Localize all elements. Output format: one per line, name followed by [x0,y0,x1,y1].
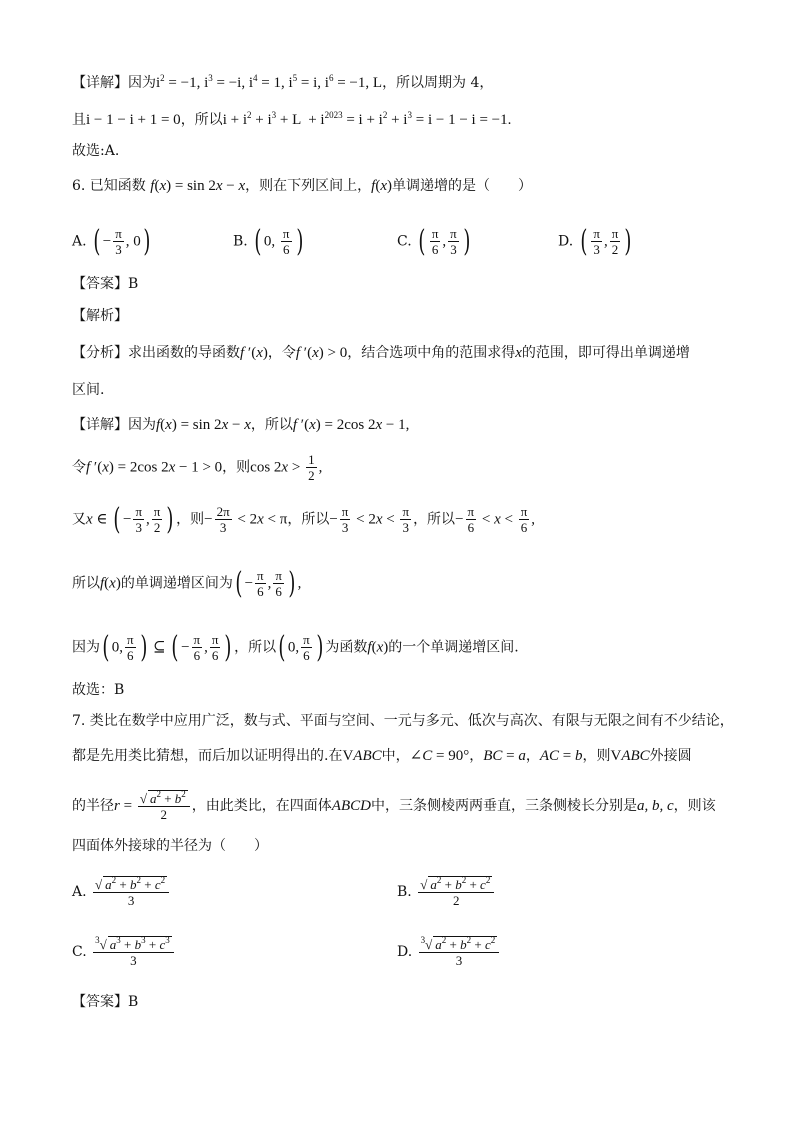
math: f ′(x) = 2cos 2x − 1, [292,417,410,433]
text: ，则该 [673,798,716,814]
text: 的范围，即可得出单调递增 [521,345,690,361]
option-label: B. [233,233,248,250]
math: f ′(x) [240,345,268,361]
text: 求出函数的导函数 [128,345,240,361]
q6-analysis-line2: 区间. [72,382,105,398]
q5-answer: 故选:A. [72,143,120,159]
q6-detail-line1 [72,415,409,435]
text: 且 [72,112,86,128]
text: 因为 [72,639,100,656]
option-label: D. [558,233,574,250]
text: ，所以 [413,511,456,528]
q6-detail-line5: 因为( 0, $\frac{\pi}{6}$ ) ⊆ ( − $\frac{\pi}{6}$ , $\frac{\pi}{6}$ ) ，所以( 0, $\frac{\pi}{6}$ ) 为函数f(x)的一个单调递增区间. [72,629,519,665]
text: 单调递增的是（ ） [391,178,532,194]
analysis-tag: 【解析】 [72,308,128,324]
text: 因为 [128,417,156,433]
q7-answer [72,992,138,1012]
text: 的单调递增区间为 [120,575,233,592]
text: ，则 [222,459,251,476]
q6-detail-line3: 又x ∈ ( − $\frac{\pi}{3}$ , $\frac{\pi}{2}$ ) ，则− $\frac{2\pi}{3}$ < 2x < π，所以− $\frac{\pi}{3}$ < 2x < $\frac{\pi}{3}$ ，所以− $\frac{\pi}{6}$ < x < $\frac{\pi}{6}$ , [72,501,536,537]
math: x ∈ [86,511,112,528]
option-label: A. [72,233,87,250]
option-label: C. [72,944,87,960]
q7-line2: 都是先用类比猜想，而后加以证明得出的.在VABC中，∠C = 90°，BC = a，AC = b，则VABC外接圆 [72,748,692,764]
text: 中， [381,748,410,764]
text: 外接圆 [649,748,692,764]
option-label: D. [397,944,413,960]
text: ，所以 [234,639,277,656]
q7-option-b[interactable]: B. $\frac{√ a^2 + b^2 + c^2}{2}$ [397,876,496,908]
answer-value: B [128,994,139,1010]
q6-answer [72,274,138,294]
q6-stem [72,176,532,196]
option-label: C. [397,233,412,250]
text: ，所以周期为 4， [382,75,494,91]
q6-option-b[interactable]: B. ( 0, $\frac{\pi}{6}$ ) [233,223,303,259]
q7-line3: 的半径r = $\frac{√ a^2 + b^2}{2}$ ，由此类比，在四面体ABCD中，三条侧棱两两垂直，三条侧棱长分别是a, b, c，则该 [72,789,716,822]
text: ， [469,748,484,764]
math: f ′(x) = 2cos 2x − 1 > 0 [86,459,223,476]
q5-detail-line1 [72,73,493,93]
text: 的一个单调递增区间. [388,639,519,656]
text: 为函数 [325,639,368,656]
option-label: B. [397,884,412,900]
math: f ′(x) > 0 [295,345,348,361]
math-sum: $i + i^2 + i^3 + L + i^{2023} = i + i^2 + i^3 = i - 1 - i = -1$. [222,110,512,128]
math: cos 2x > [250,459,305,476]
q6-detail-line4: 所以f(x)的单调递增区间为( − $\frac{\pi}{6}$ , $\frac{\pi}{6}$ ) , [72,565,302,601]
text: 又 [72,511,86,528]
q7-option-a[interactable]: A. $\frac{√ a^2 + b^2 + c^2}{3}$ [72,876,171,908]
q6-detail-line2: 令f ′(x) = 2cos 2x − 1 > 0，则cos 2x > $\frac{1}{2}$ , [72,452,323,483]
text: 令 [72,459,86,476]
text: 中，三条侧棱两两垂直，三条侧棱长分别是 [370,798,637,814]
text: ，令 [267,345,296,361]
text: ，所以 [180,112,223,128]
q6-analysis-tag [72,306,128,326]
text: 都是先用类比猜想，而后加以证明得出的.在 [72,748,343,764]
text: 6. 已知函数 [72,178,146,194]
detail-tag: 【详解】 [72,417,128,433]
q6-final: 故选：B [72,682,125,698]
answer-tag: 【答案】 [72,276,128,292]
answer-value: B [128,276,139,292]
text: 所以 [72,575,100,592]
math: f(x) = sin 2x − x [150,178,246,194]
q5-detail-line2 [72,110,511,130]
text: ，结合选项中角的范围求得 [347,345,516,361]
text: ，则在下列区间上， [245,178,372,194]
math-powers: $i^2 = -1$, $i^3 = -i$, $i^4 = 1$, $i^5 = i$, $i^6 = -1$, L [156,73,383,91]
text: 的半径 [72,798,114,814]
q7-line1: 7. 类比在数学中应用广泛，数与式、平面与空间、一元与多元、低次与高次、有限与无限之间有不少结论， [72,713,734,729]
option-label: A. [72,884,87,900]
math: i − 1 − i + 1 = 0 [86,112,181,128]
text: ，所以 [250,417,293,433]
text: ，由此类比，在四面体 [191,798,332,814]
q7-option-d[interactable]: D. $\frac{^3√ a^2 + b^2 + c^2}{3}$ [397,936,501,968]
q6-analysis-line1: 【分析】求出函数的导函数f ′(x)，令f ′(x) > 0，结合选项中角的范围求得x的范围，即可得出单调递增 [72,345,690,361]
q7-option-c[interactable]: C. $\frac{^3√ a^3 + b^3 + c^3}{3}$ [72,936,176,968]
q7-line4: 四面体外接球的半径为（ ） [72,838,268,854]
q6-option-d[interactable]: D. ( $\frac{\pi}{3}$ , $\frac{\pi}{2}$ ) [558,223,632,259]
q6-option-c[interactable]: C. ( $\frac{\pi}{6}$ , $\frac{\pi}{3}$ ) [397,223,471,259]
math: f(x) = sin 2x − x [156,417,251,433]
math: f(x) [371,178,392,194]
text: 因为 [128,75,156,91]
text: ，所以 [287,511,330,528]
detail-tag: 【详解】 [72,75,128,91]
text: ，则 [176,511,205,528]
text: ，则 [582,748,611,764]
answer-tag: 【答案】 [72,994,128,1010]
q6-option-a[interactable]: A. ( − $\frac{\pi}{3}$ , 0) [72,223,151,259]
text: ， [525,748,540,764]
breakdown-tag: 【分析】 [72,345,128,361]
